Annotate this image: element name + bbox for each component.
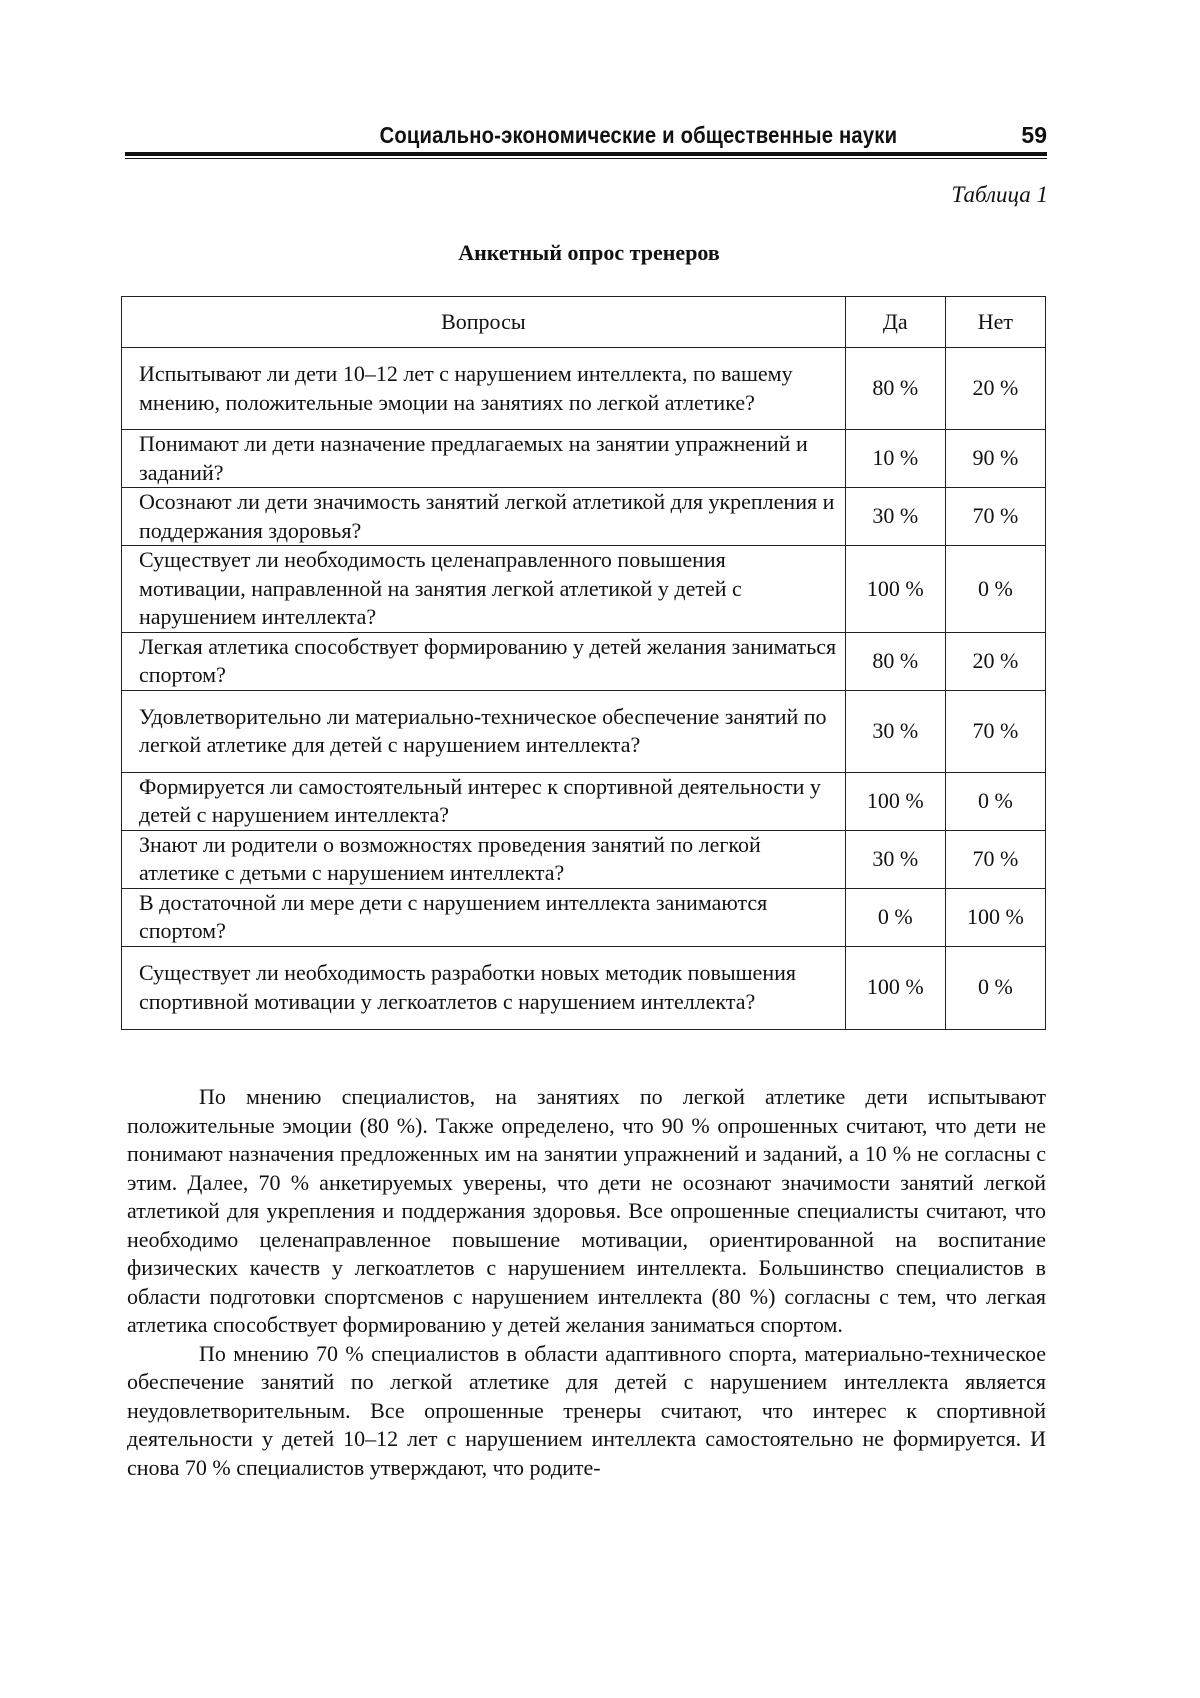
yes-cell: 100 % xyxy=(845,772,945,830)
question-cell: Легкая атлетика способствует формированию у детей желания заниматься спортом? xyxy=(122,632,846,690)
no-cell: 0 % xyxy=(945,772,1045,830)
yes-cell: 0 % xyxy=(845,888,945,946)
yes-cell: 30 % xyxy=(845,488,945,546)
table-row xyxy=(122,348,1046,430)
survey-table xyxy=(121,296,1046,1030)
table-label: Таблица 1 xyxy=(951,182,1048,207)
table-row xyxy=(122,430,1046,488)
no-cell: 20 % xyxy=(945,632,1045,690)
table-row xyxy=(122,488,1046,546)
question-cell: Знают ли родители о возможностях проведения занятий по легкой атлетике с детьми с нарушением интеллекта? xyxy=(122,830,846,888)
question-cell: Испытывают ли дети 10–12 лет с нарушением интеллекта, по вашему мнению, положительные эмоции на занятиях по легкой атлетике? xyxy=(122,348,846,430)
body-text xyxy=(127,1083,1046,1482)
table-row xyxy=(122,772,1046,830)
question-cell: Существует ли необходимость разработки новых методик повышения спортивной мотивации у легкоатлетов с нарушением интеллекта? xyxy=(122,946,846,1029)
table-header-row xyxy=(122,297,1046,348)
no-cell: 70 % xyxy=(945,830,1045,888)
question-cell: Существует ли необходимость целенаправленного повышения мотивации, направленной на занятия легкой атлетикой у детей с нарушением интеллекта? xyxy=(122,546,846,633)
yes-cell: 80 % xyxy=(845,632,945,690)
paragraph: По мнению 70 % специалистов в области адаптивного спорта, материально-техническое обеспечение занятий по легкой атлетике для детей с нарушением интеллекта является неудовлетворительным. Все опрошенные тренеры считают, что интерес к спортивной деятельности у детей 10–12 лет с нарушением интеллекта самостоятельно не формируется. И снова 70 % специалистов утверждают, что родите- xyxy=(127,1340,1046,1480)
column-header-questions: Вопросы xyxy=(122,297,846,348)
question-cell: В достаточной ли мере дети с нарушением интеллекта занимаются спортом? xyxy=(122,888,846,946)
table-row xyxy=(122,632,1046,690)
yes-cell: 80 % xyxy=(845,348,945,430)
header-rule-thin xyxy=(125,158,1047,159)
yes-cell: 30 % xyxy=(845,690,945,772)
table-row xyxy=(122,888,1046,946)
page-number: 59 xyxy=(1021,122,1047,148)
table-row xyxy=(122,830,1046,888)
no-cell: 0 % xyxy=(945,946,1045,1029)
yes-cell: 100 % xyxy=(845,546,945,633)
no-cell: 20 % xyxy=(945,348,1045,430)
yes-cell: 100 % xyxy=(845,946,945,1029)
question-cell: Понимают ли дети назначение предлагаемых на занятии упражнений и заданий? xyxy=(122,430,846,488)
no-cell: 70 % xyxy=(945,488,1045,546)
header-rule xyxy=(125,152,1047,156)
table-row xyxy=(122,946,1046,1029)
running-header xyxy=(125,122,1047,154)
no-cell: 0 % xyxy=(945,546,1045,633)
paragraph: По мнению специалистов, на занятиях по легкой атлетике дети испытывают положительные эмоции (80 %). Также определено, что 90 % опрошенных считают, что дети не понимают назначения предложенных им на занятии упражнений и заданий, а 10 % не согласны с этим. Далее, 70 % анкетируемых уверены, что дети не осознают значимости занятий легкой атлетикой для укрепления и поддержания здоровья. Все опрошенные специалисты считают, что необходимо целенаправленное повышение мотивации, ориентированной на воспитание физических качеств у легкоатлетов с нарушением интеллекта. Большинство специалистов в области подготовки спортсменов с нарушением интеллекта (80 %) согласны с тем, что легкая атлетика способствует формированию у детей желания заниматься спортом. xyxy=(127,1084,1046,1337)
question-cell: Удовлетворительно ли материально-техническое обеспечение занятий по легкой атлетике для детей с нарушением интеллекта? xyxy=(122,690,846,772)
no-cell: 70 % xyxy=(945,690,1045,772)
table-title: Анкетный опрос тренеров xyxy=(458,240,720,265)
no-cell: 90 % xyxy=(945,430,1045,488)
column-header-yes: Да xyxy=(845,297,945,348)
no-cell: 100 % xyxy=(945,888,1045,946)
column-header-no: Нет xyxy=(945,297,1045,348)
journal-section-title: Социально-экономические и общественные науки xyxy=(379,122,897,148)
question-cell: Осознают ли дети значимость занятий легкой атлетикой для укрепления и поддержания здоровья? xyxy=(122,488,846,546)
table-row xyxy=(122,690,1046,772)
question-cell: Формируется ли самостоятельный интерес к спортивной деятельности у детей с нарушением интеллекта? xyxy=(122,772,846,830)
yes-cell: 30 % xyxy=(845,830,945,888)
table-row xyxy=(122,546,1046,633)
yes-cell: 10 % xyxy=(845,430,945,488)
